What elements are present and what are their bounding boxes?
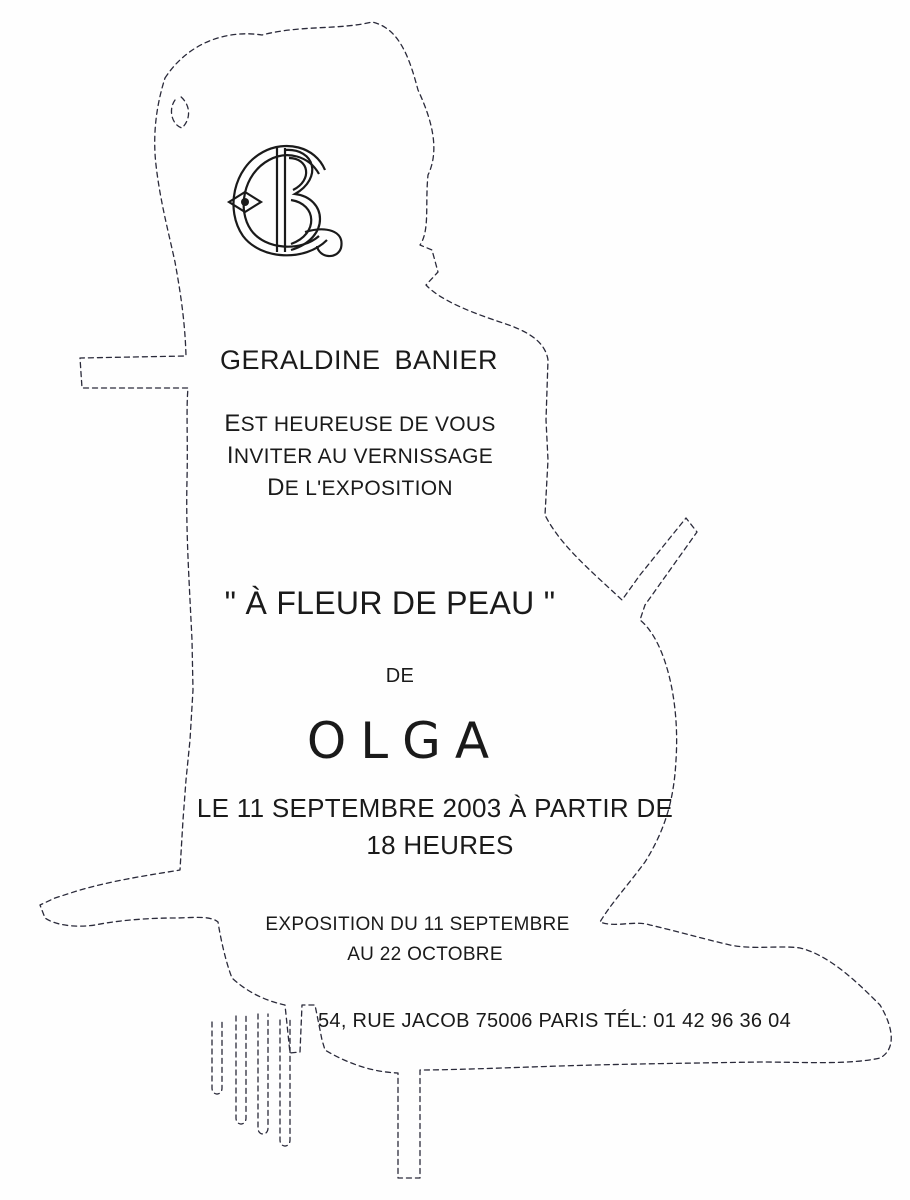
opening-date-line-2: 18 HEURES [366,830,514,860]
artist-name: OLGA [306,712,504,770]
invitation-text-line-3: DE L'EXPOSITION [267,474,453,501]
exhibition-period-line-2: AU 22 OCTOBRE [347,944,503,965]
hand-finger-middle-right [258,1014,268,1134]
exhibition-title: " À FLEUR DE PEAU " [224,585,556,621]
gallery-address: 54, RUE JACOB 75006 PARIS TÉL: 01 42 96 36 04 [318,1010,792,1032]
invitation-text-line-2: INVITER AU VERNISSAGE [226,442,494,469]
invitation-text-line-1: EST HEUREUSE DE VOUS [224,410,496,437]
hand-finger-left [212,1022,222,1094]
exhibition-period-line-1: EXPOSITION DU 11 SEPTEMBRE [265,914,570,935]
opening-date-line-1: LE 11 SEPTEMBRE 2003 À PARTIR DE [196,793,674,823]
hand-finger-middle-left [236,1016,246,1124]
by-label: DE [385,665,415,687]
monogram-logo [205,128,355,273]
host-name: GERALDINE BANIER [219,345,499,375]
hair-tuft-outline [171,96,188,128]
